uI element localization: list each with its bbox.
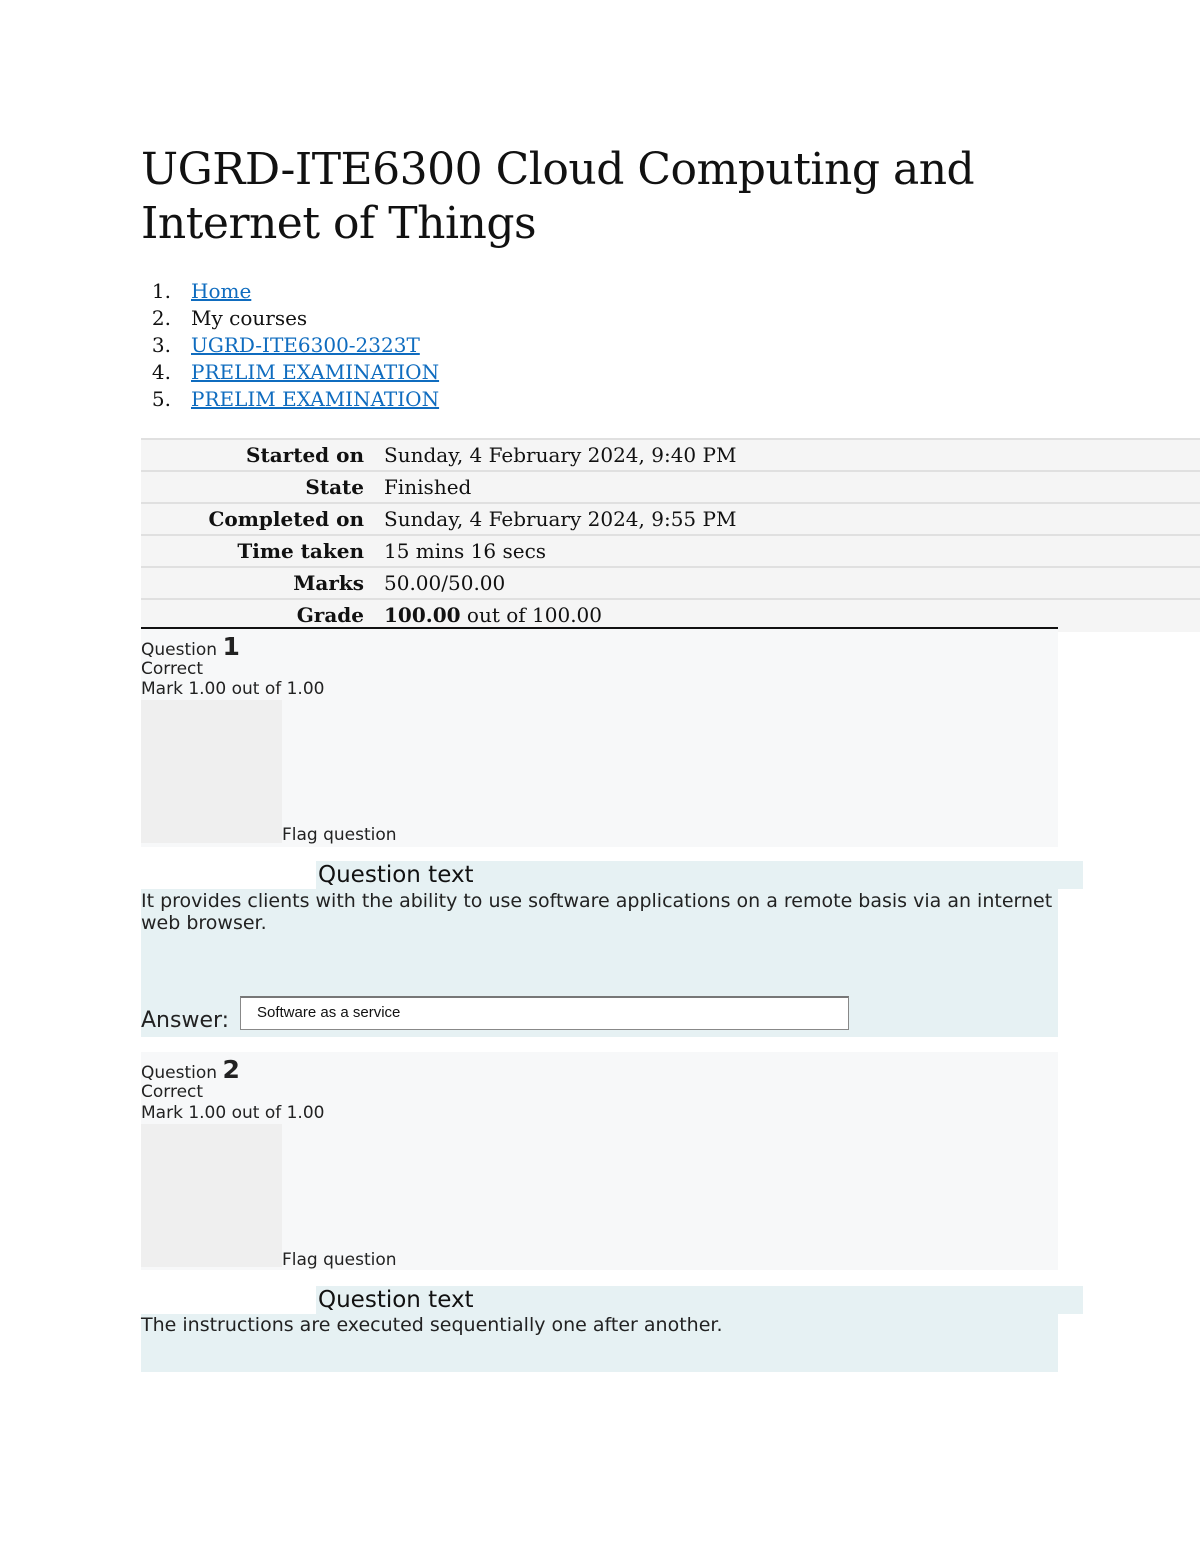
attempt-summary-table bbox=[141, 438, 1200, 632]
grade-score: 100.00 bbox=[384, 603, 461, 627]
question-2-info bbox=[141, 1052, 1058, 1270]
summary-label: State bbox=[141, 471, 374, 503]
breadcrumb-link-home[interactable]: Home bbox=[191, 279, 252, 303]
breadcrumb-number: 1. bbox=[151, 279, 171, 303]
question-state: Correct bbox=[141, 659, 204, 679]
summary-value: 50.00/50.00 bbox=[374, 567, 1200, 599]
summary-label: Started on bbox=[141, 439, 374, 471]
flag-question-link[interactable]: Flag question bbox=[282, 825, 397, 845]
grade-out-of: out of 100.00 bbox=[460, 603, 603, 627]
question-mark: Mark 1.00 out of 1.00 bbox=[141, 679, 325, 699]
breadcrumb-number: 4. bbox=[151, 360, 171, 384]
answer-input[interactable]: Software as a service bbox=[240, 996, 849, 1030]
question-1-text-block bbox=[141, 889, 1058, 1037]
question-state: Correct bbox=[141, 1082, 204, 1102]
summary-value: Finished bbox=[374, 471, 1200, 503]
question-text-heading: Question text bbox=[316, 1286, 1083, 1314]
summary-row-marks bbox=[141, 567, 1200, 599]
summary-row-time-taken bbox=[141, 535, 1200, 567]
breadcrumb-item-course bbox=[141, 332, 439, 359]
summary-row-started-on bbox=[141, 439, 1200, 471]
breadcrumb-number: 5. bbox=[151, 387, 171, 411]
flag-question-link[interactable]: Flag question bbox=[282, 1250, 397, 1270]
summary-row-state bbox=[141, 471, 1200, 503]
flag-icon[interactable] bbox=[141, 1124, 282, 1267]
answer-label: Answer: bbox=[141, 1008, 230, 1033]
breadcrumb bbox=[141, 278, 439, 413]
summary-value: 15 mins 16 secs bbox=[374, 535, 1200, 567]
breadcrumb-item-home bbox=[141, 278, 439, 305]
breadcrumb-number: 2. bbox=[151, 306, 171, 330]
page-title: UGRD-ITE6300 Cloud Computing and Internet of Things bbox=[141, 144, 975, 249]
question-number bbox=[141, 629, 1058, 659]
breadcrumb-number: 3. bbox=[151, 333, 171, 357]
summary-label: Grade bbox=[141, 599, 374, 631]
flag-icon[interactable] bbox=[141, 700, 282, 843]
breadcrumb-link-section[interactable]: PRELIM EXAMINATION bbox=[191, 360, 440, 384]
breadcrumb-link-course[interactable]: UGRD-ITE6300-2323T bbox=[191, 333, 420, 357]
summary-label: Marks bbox=[141, 567, 374, 599]
summary-label: Time taken bbox=[141, 535, 374, 567]
question-number-value: 1 bbox=[222, 632, 240, 661]
question-text-heading: Question text bbox=[316, 861, 1083, 889]
question-text: It provides clients with the ability to use software applications on a remote basis via an internet web browser. bbox=[141, 890, 1053, 934]
summary-value: Sunday, 4 February 2024, 9:55 PM bbox=[374, 503, 1200, 535]
question-number-value: 2 bbox=[222, 1055, 240, 1084]
question-text: The instructions are executed sequentially one after another. bbox=[141, 1314, 723, 1336]
summary-row-completed-on bbox=[141, 503, 1200, 535]
breadcrumb-item-my-courses bbox=[141, 305, 439, 332]
question-mark: Mark 1.00 out of 1.00 bbox=[141, 1103, 325, 1123]
summary-value: Sunday, 4 February 2024, 9:40 PM bbox=[374, 439, 1200, 471]
question-1-info bbox=[141, 629, 1058, 847]
question-label: Question bbox=[141, 640, 223, 660]
breadcrumb-item-section bbox=[141, 359, 439, 386]
question-2-text-block bbox=[141, 1314, 1058, 1372]
question-number bbox=[141, 1052, 1058, 1082]
breadcrumb-link-quiz[interactable]: PRELIM EXAMINATION bbox=[191, 387, 440, 411]
breadcrumb-item-quiz bbox=[141, 386, 439, 413]
breadcrumb-text-my-courses: My courses bbox=[191, 306, 308, 330]
question-label: Question bbox=[141, 1063, 223, 1083]
summary-label: Completed on bbox=[141, 503, 374, 535]
